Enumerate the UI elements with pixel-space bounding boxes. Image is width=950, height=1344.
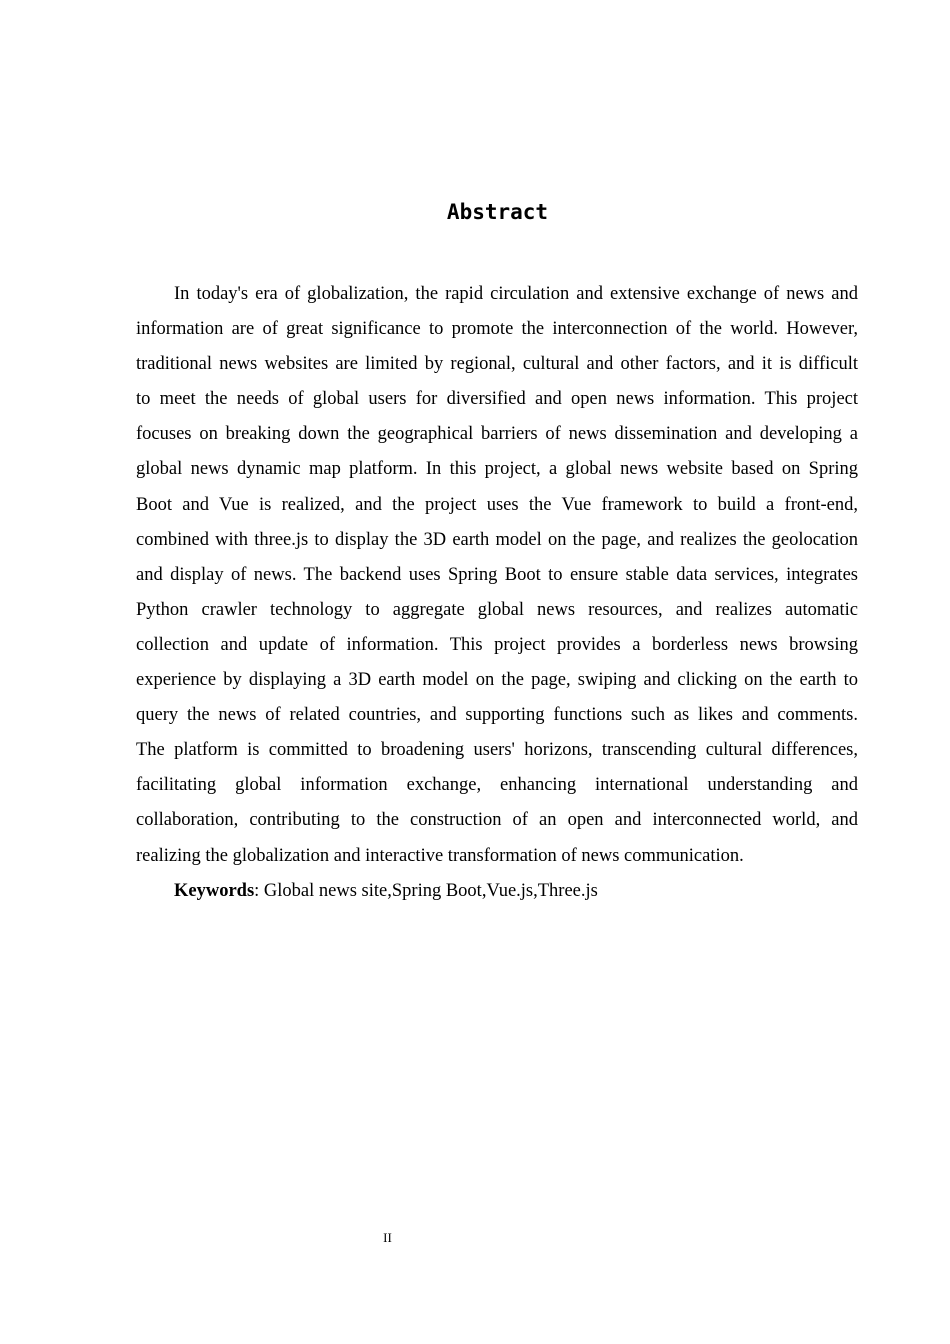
abstract-line: realizing the globalization and interactive transformation of news communication. (136, 845, 744, 866)
abstract-line: traditional news websites are limited by regional, cultural and other factors, and it is difficult (136, 354, 858, 375)
keywords-label: Keywords (174, 880, 255, 901)
abstract-line: combined with three.js to display the 3D earth model on the page, and realizes the geolocation (136, 529, 858, 550)
abstract-line: Boot and Vue is realized, and the project uses the Vue framework to build a front-end, (136, 494, 858, 515)
keywords-text: : Global news site,Spring Boot,Vue.js,Three.js (254, 880, 598, 901)
page-title: Abstract (446, 200, 549, 224)
abstract-line: The platform is committed to broadening users' horizons, transcending cultural differences, (136, 740, 858, 761)
keywords (136, 877, 858, 912)
abstract-line: information are of great significance to promote the interconnection of the world. However, (136, 319, 858, 340)
abstract-line: to meet the needs of global users for diversified and open news information. This project (136, 389, 858, 410)
abstract-line: focuses on breaking down the geographical barriers of news dissemination and developing a (136, 424, 858, 445)
abstract-line: facilitating global information exchange, enhancing international understanding and (136, 775, 858, 796)
abstract-line: collection and update of information. This project provides a borderless news browsing (136, 634, 858, 655)
abstract-line: global news dynamic map platform. In this project, a global news website based on Spring (136, 459, 858, 480)
abstract-line: and display of news. The backend uses Spring Boot to ensure stable data services, integrates (136, 564, 858, 585)
abstract-line: In today's era of globalization, the rapid circulation and extensive exchange of news and (174, 284, 858, 304)
abstract-body (136, 280, 858, 912)
page-number: II (383, 1230, 392, 1245)
abstract-line: experience by displaying a 3D earth model on the page, swiping and clicking on the earth to (136, 670, 858, 691)
abstract-line: collaboration, contributing to the construction of an open and interconnected world, and (136, 810, 858, 831)
abstract-line: Python crawler technology to aggregate global news resources, and realizes automatic (136, 599, 858, 620)
abstract-line: query the news of related countries, and supporting functions such as likes and comments. (136, 705, 858, 726)
